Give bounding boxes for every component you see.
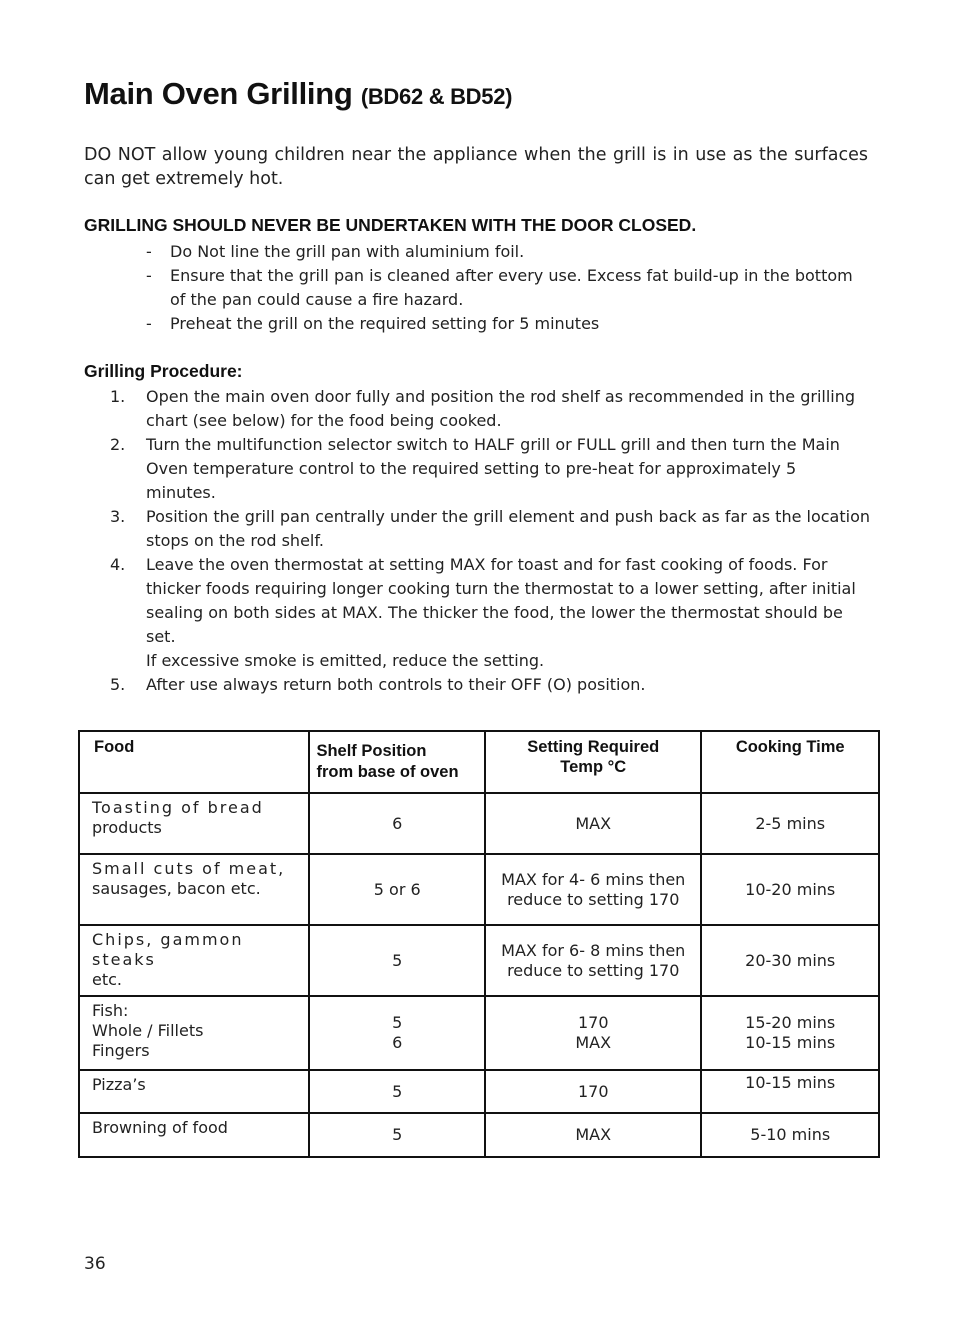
procedure-step: 2. Turn the multifunction selector switch to HALF grill or FULL grill and then turn the Main Oven temperature control to the required setting to pre-heat for approximately 5 minutes. <box>110 435 840 502</box>
list-item: - Ensure that the grill pan is cleaned after every use. Excess fat build-up in the bottom of the pan could cause a fire hazard. <box>146 266 853 309</box>
table-row <box>79 925 879 996</box>
setting-cell: 170 MAX <box>485 996 701 1070</box>
time-cell: 2-5 mins <box>701 793 879 854</box>
setting-cell: MAX <box>485 793 701 854</box>
setting-cell: 170 <box>485 1070 701 1113</box>
safety-list <box>146 240 866 336</box>
time-cell: 5-10 mins <box>701 1113 879 1157</box>
header-cooking-time: Cooking Time <box>701 731 879 793</box>
setting-cell: MAX for 6- 8 mins then reduce to setting 170 <box>485 925 701 996</box>
procedure-heading: Grilling Procedure: <box>84 361 243 381</box>
shelf-cell: 5 <box>309 1070 485 1113</box>
table-row <box>79 1113 879 1157</box>
food-cell: Browning of food <box>79 1113 309 1157</box>
shelf-cell: 5 or 6 <box>309 854 485 925</box>
procedure-step: 3. Position the grill pan centrally under the grill element and push back as far as the location stops on the rod shelf. <box>110 507 870 550</box>
procedure-step: 4. Leave the oven thermostat at setting MAX for toast and for fast cooking of foods. For thicker foods requiring longer cooking turn the thermostat to a lower setting, after initial sealing on both sides at MAX. The thicker the food, the lower the thermostat should be set. If excessive smoke is emitted, reduce the setting. <box>110 553 870 673</box>
table-row <box>79 793 879 854</box>
food-cell: Toasting of bread products <box>79 793 309 854</box>
list-item: - Do Not line the grill pan with aluminium foil. <box>146 242 525 261</box>
table-row <box>79 1070 879 1113</box>
page-title-model: (BD62 & BD52) <box>360 84 513 109</box>
food-cell: Fish: Whole / Fillets Fingers <box>79 996 309 1070</box>
time-cell: 20-30 mins <box>701 925 879 996</box>
grilling-chart-table <box>78 730 880 1158</box>
setting-cell: MAX <box>485 1113 701 1157</box>
header-shelf-position: Shelf Position from base of oven <box>309 731 485 793</box>
page-number: 36 <box>84 1254 106 1274</box>
shelf-cell: 5 <box>309 925 485 996</box>
time-cell: 15-20 mins 10-15 mins <box>701 996 879 1070</box>
child-warning-text: DO NOT allow young children near the appliance when the grill is in use as the surfaces can get extremely hot. <box>84 145 868 189</box>
procedure-step: 1. Open the main oven door fully and position the rod shelf as recommended in the grilling chart (see below) for the food being cooked. <box>110 387 856 430</box>
shelf-cell: 6 <box>309 793 485 854</box>
time-cell: 10-15 mins <box>701 1070 879 1113</box>
shelf-cell: 5 6 <box>309 996 485 1070</box>
setting-cell: MAX for 4- 6 mins then reduce to setting 170 <box>485 854 701 925</box>
food-cell: Pizza’s <box>79 1070 309 1113</box>
table-header-row <box>79 731 879 793</box>
procedure-note: If excessive smoke is emitted, reduce the setting. <box>146 651 545 670</box>
table-row <box>79 996 879 1070</box>
procedure-step: 5. After use always return both controls to their OFF (O) position. <box>110 675 646 694</box>
list-item: - Preheat the grill on the required setting for 5 minutes <box>146 314 600 333</box>
header-setting-required: Setting Required Temp °C <box>485 731 701 793</box>
table-row <box>79 854 879 925</box>
food-cell: Small cuts of meat, sausages, bacon etc. <box>79 854 309 925</box>
time-cell: 10-20 mins <box>701 854 879 925</box>
page-title-text: Main Oven Grilling <box>84 76 353 111</box>
procedure-list <box>110 385 870 697</box>
page-title <box>84 76 512 112</box>
food-cell: Chips, gammon steaks etc. <box>79 925 309 996</box>
header-food: Food <box>79 731 309 793</box>
safety-heading: GRILLING SHOULD NEVER BE UNDERTAKEN WITH THE DOOR CLOSED. <box>84 215 697 235</box>
shelf-cell: 5 <box>309 1113 485 1157</box>
